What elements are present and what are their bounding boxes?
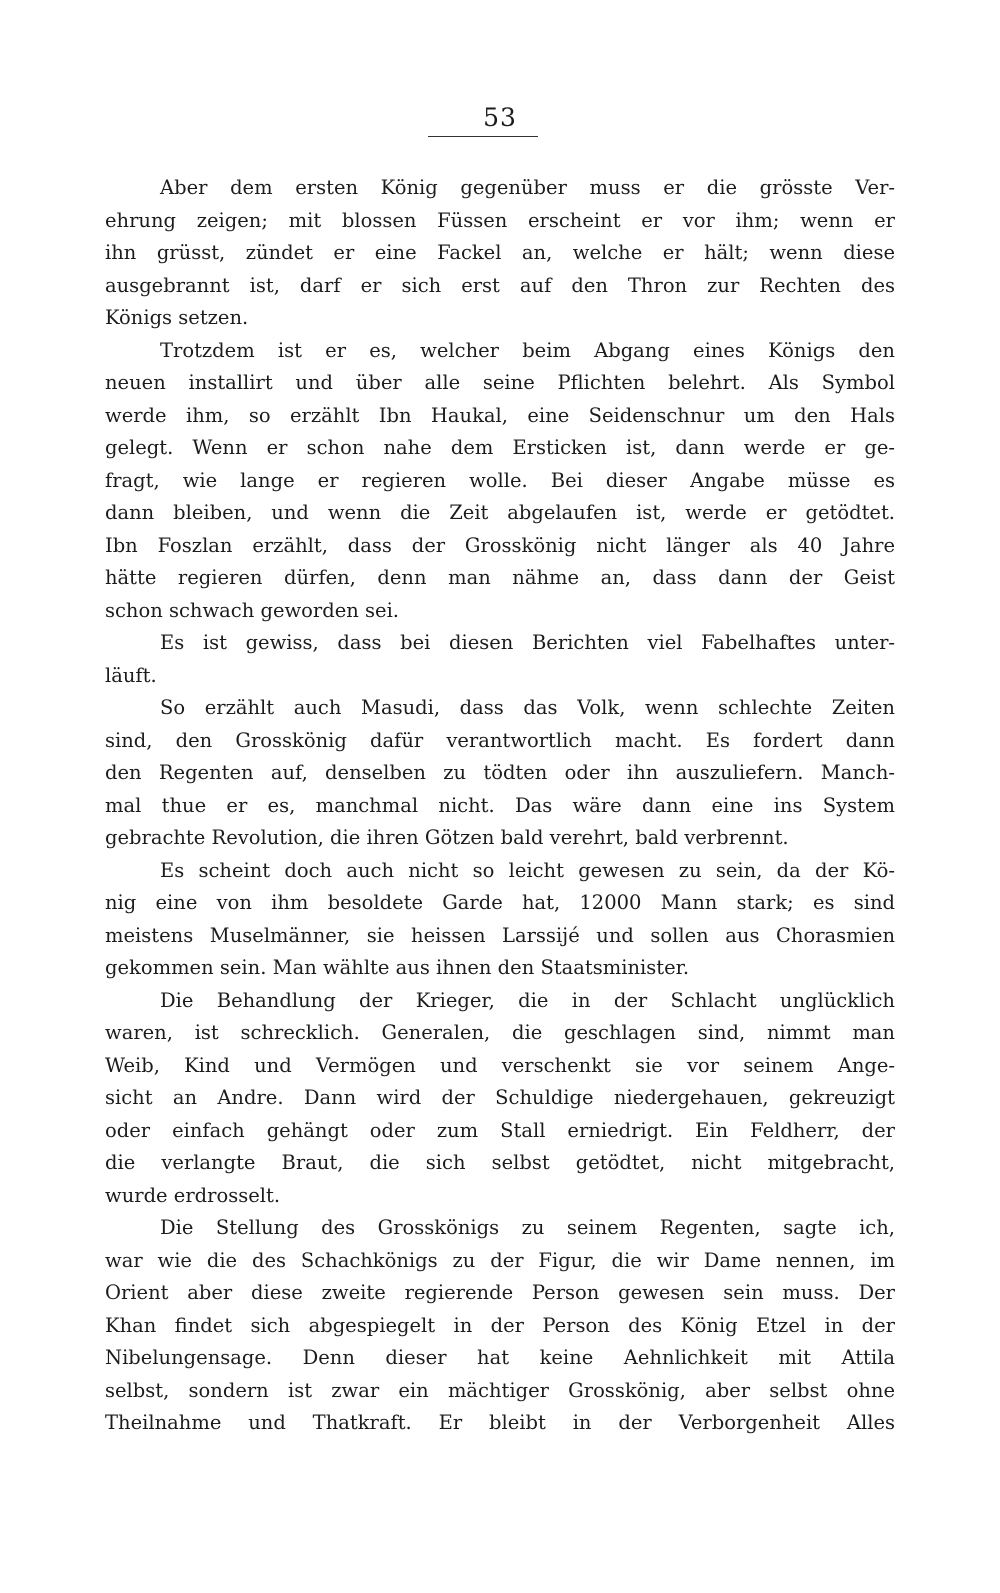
body-text <box>105 172 895 1440</box>
text-line: Aber dem ersten König gegenüber muss er die grösste Ver- <box>160 176 895 199</box>
paragraph <box>105 692 895 855</box>
paragraph <box>105 855 895 985</box>
text-line: läuft. <box>105 663 157 687</box>
text-line: sind, den Grosskönig dafür verantwortlich macht. Es fordert dann <box>105 728 895 752</box>
text-line: Trotzdem ist er es, welcher beim Abgang eines Königs den <box>160 338 895 362</box>
text-line: sicht an Andre. Dann wird der Schuldige niedergehauen, gekreuzigt <box>105 1086 895 1109</box>
text-line: Weib, Kind und Vermögen und verschenkt sie vor seinem Ange- <box>105 1053 895 1077</box>
text-line: Es scheint doch auch nicht so leicht gewesen zu sein, da der Kö- <box>160 858 895 882</box>
header-rule <box>428 136 538 137</box>
text-line: gebrachte Revolution, die ihren Götzen bald verehrt, bald verbrennt. <box>105 826 789 849</box>
text-line: selbst, sondern ist zwar ein mächtiger Grosskönig, aber selbst ohne <box>105 1378 895 1402</box>
text-line: Königs setzen. <box>105 306 249 329</box>
text-line: Khan findet sich abgespiegelt in der Person des König Etzel in der <box>105 1313 895 1337</box>
text-line: Es ist gewiss, dass bei diesen Berichten viel Fabelhaftes unter- <box>160 631 895 654</box>
paragraph <box>105 335 895 628</box>
page-number: 53 <box>483 103 517 132</box>
text-line: nig eine von ihm besoldete Garde hat, 12000 Mann stark; es sind <box>105 891 895 914</box>
paragraph <box>105 985 895 1213</box>
text-line: ausgebrannt ist, darf er sich erst auf den Thron zur Rechten des <box>105 273 895 297</box>
text-line: hätte regieren dürfen, denn man nähme an, dass dann der Geist <box>105 566 895 589</box>
text-line: schon schwach geworden sei. <box>105 598 400 622</box>
text-line: ehrung zeigen; mit blossen Füssen erscheint er vor ihm; wenn er <box>105 208 895 232</box>
text-line: mal thue er es, manchmal nicht. Das wäre dann eine ins System <box>105 793 895 817</box>
text-line: So erzählt auch Masudi, dass das Volk, wenn schlechte Zeiten <box>160 696 895 719</box>
text-line: Orient aber diese zweite regierende Person gewesen sein muss. Der <box>105 1281 895 1304</box>
text-line: Theilnahme und Thatkraft. Er bleibt in der Verborgenheit Alles <box>105 1411 895 1434</box>
text-line: die verlangte Braut, die sich selbst getödtet, nicht mitgebracht, <box>105 1151 895 1174</box>
text-line: war wie die des Schachkönigs zu der Figur, die wir Dame nennen, im <box>105 1248 895 1272</box>
paragraph <box>105 172 895 335</box>
text-line: gekommen sein. Man wählte aus ihnen den Staatsminister. <box>105 956 690 979</box>
paragraph <box>105 627 895 692</box>
text-line: Ibn Foszlan erzählt, dass der Grosskönig nicht länger als 40 Jahre <box>105 533 895 557</box>
text-line: Nibelungensage. Denn dieser hat keine Aehnlichkeit mit Attila <box>105 1346 895 1369</box>
text-line: gelegt. Wenn er schon nahe dem Ersticken ist, dann werde er ge- <box>105 436 895 459</box>
text-line: dann bleiben, und wenn die Zeit abgelaufen ist, werde er getödtet. <box>105 501 895 524</box>
text-line: meistens Muselmänner, sie heissen Larssijé und sollen aus Chorasmien <box>105 923 895 947</box>
paragraph <box>105 1212 895 1440</box>
text-line: fragt, wie lange er regieren wolle. Bei dieser Angabe müsse es <box>105 468 895 492</box>
text-line: waren, ist schrecklich. Generalen, die geschlagen sind, nimmt man <box>105 1021 895 1044</box>
text-line: werde ihm, so erzählt Ibn Haukal, eine Seidenschnur um den Hals <box>105 403 895 427</box>
text-line: Die Behandlung der Krieger, die in der Schlacht unglücklich <box>160 988 895 1012</box>
text-line: oder einfach gehängt oder zum Stall erniedrigt. Ein Feldherr, der <box>105 1118 895 1142</box>
text-line: wurde erdrosselt. <box>105 1183 281 1207</box>
text-line: Die Stellung des Grosskönigs zu seinem Regenten, sagte ich, <box>160 1216 895 1239</box>
text-line: ihn grüsst, zündet er eine Fackel an, welche er hält; wenn diese <box>105 241 895 264</box>
text-line: den Regenten auf, denselben zu tödten oder ihn auszuliefern. Manch- <box>105 761 895 784</box>
text-line: neuen installirt und über alle seine Pflichten belehrt. Als Symbol <box>105 371 895 394</box>
